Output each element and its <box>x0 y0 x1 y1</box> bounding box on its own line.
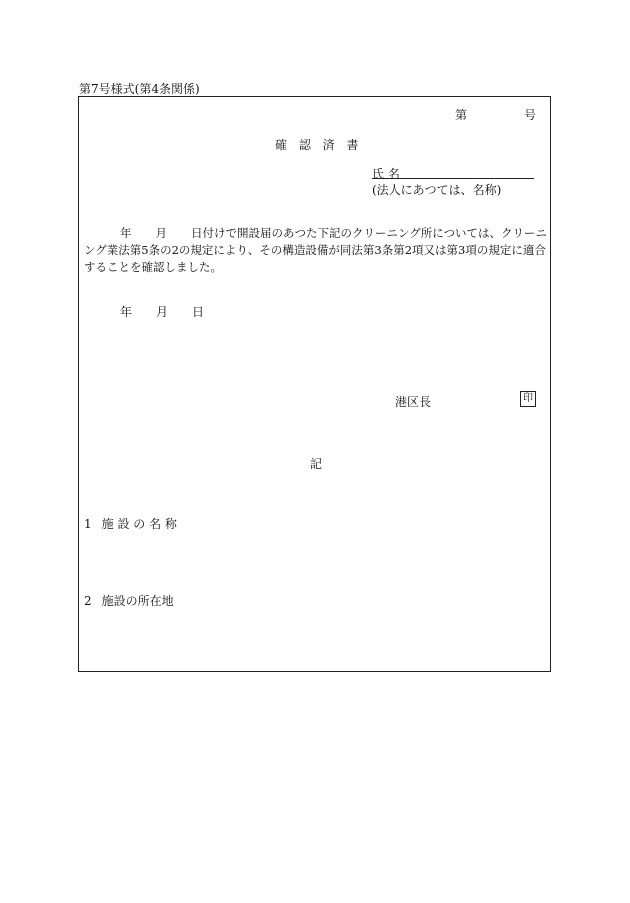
signer-title: 港区長 <box>395 395 432 409</box>
number-suffix: 号 <box>524 108 537 122</box>
date-day: 日 <box>192 305 205 319</box>
body-year: 年 <box>120 226 132 240</box>
name-label: 氏 名 <box>372 167 400 181</box>
item-label: 施 設 の 名 称 <box>101 517 177 531</box>
item-facility-name <box>84 515 177 532</box>
item-label: 施設の所在地 <box>101 594 174 608</box>
body-month: 月 <box>155 226 167 240</box>
document-title: 確 認 済 書 <box>275 138 363 152</box>
body-paragraph <box>84 225 548 276</box>
ki-heading: 記 <box>310 457 323 471</box>
date-year: 年 <box>120 305 133 319</box>
item-number: 2 <box>84 594 92 608</box>
item-facility-address <box>84 592 174 609</box>
body-text: 日付けで開設届のあつた下記のクリーニング所については、クリーニング業法第5条の2の規定により、その構造設備が同法第3条第2項又は第3項の規定に適合することを確認しました。 <box>84 226 548 274</box>
item-number: 1 <box>84 517 92 531</box>
date-line <box>120 303 204 320</box>
name-underline <box>372 178 534 179</box>
name-note: (法人にあつては、名称) <box>372 183 502 197</box>
date-month: 月 <box>156 305 169 319</box>
form-label: 第7号様式(第4条関係) <box>79 82 200 96</box>
seal-box: 印 <box>520 391 536 407</box>
number-prefix: 第 <box>455 108 468 122</box>
